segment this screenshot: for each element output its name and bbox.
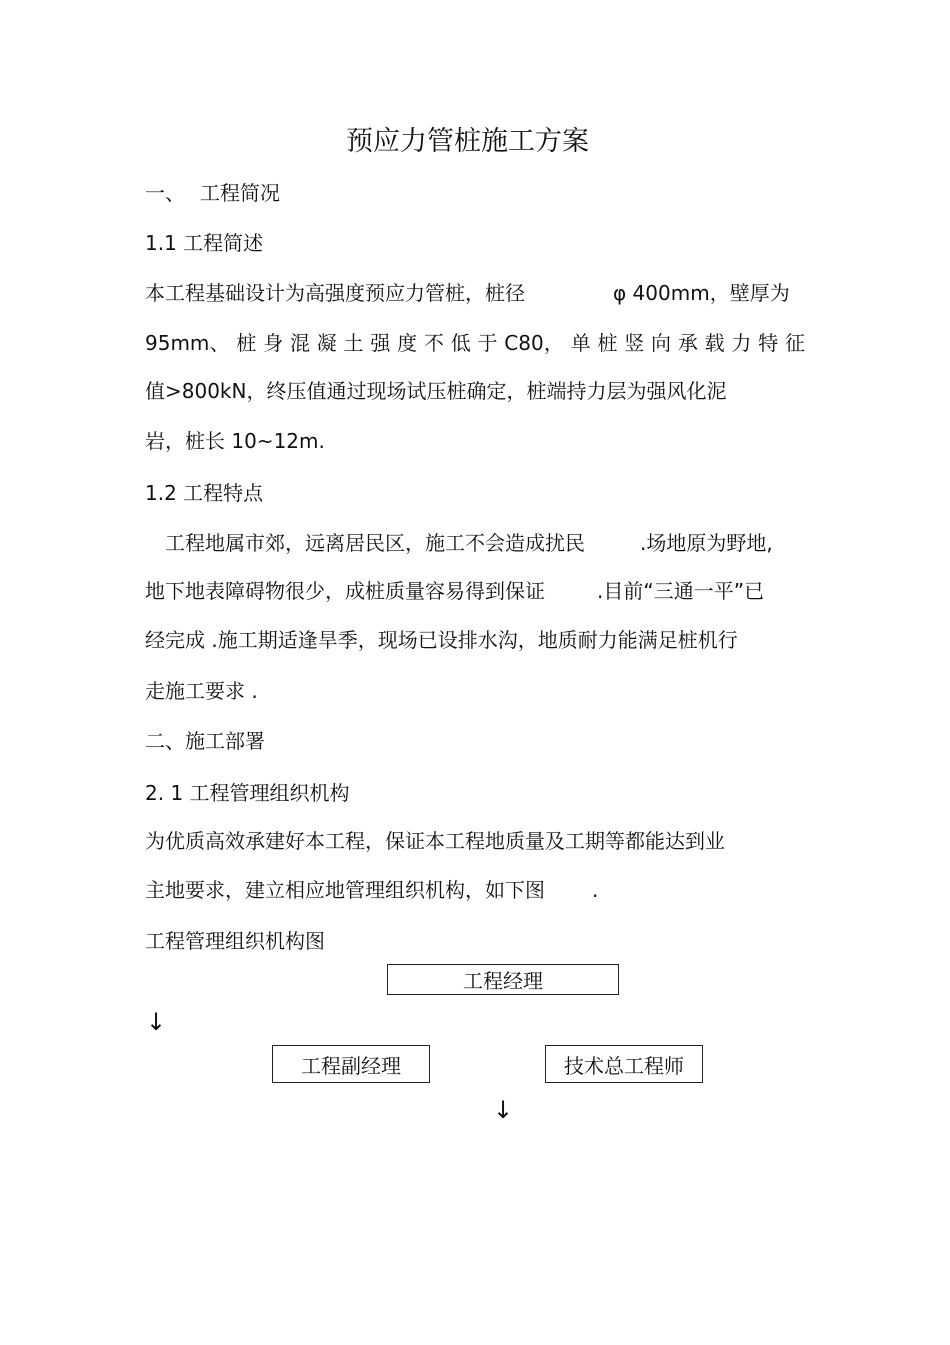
paragraph-line: .场地原为野地,: [640, 531, 773, 555]
down-arrow-icon: ↓: [493, 1096, 514, 1124]
subsection-1-2-heading: 1.2 工程特点: [145, 481, 264, 505]
paragraph-line: 95mm、 桩 身 混 凝 土 强 度 不 低 于 C80， 单 桩 竖 向 承 载 力 特 征: [145, 331, 805, 355]
paragraph-line: 主地要求，建立相应地管理组织机构，如下图: [145, 878, 545, 902]
paragraph-line: 本工程基础设计为高强度预应力管桩，桩径: [145, 281, 525, 305]
paragraph-line: .: [592, 878, 599, 902]
paragraph-line: 地下地表障碍物很少，成桩质量容易得到保证: [145, 579, 545, 603]
paragraph-line: 为优质高效承建好本工程，保证本工程地质量及工期等都能达到业: [145, 829, 725, 853]
paragraph-line: 经完成 .施工期适逢旱季，现场已设排水沟，地质耐力能满足桩机行: [145, 628, 738, 652]
paragraph-line: 工程地属市郊，远离居民区，施工不会造成扰民: [165, 531, 585, 555]
section2-heading: 二、施工部署: [145, 729, 265, 753]
paragraph-line: .目前“三通一平”已: [597, 579, 765, 603]
org-chart-caption: 工程管理组织机构图: [145, 929, 325, 953]
document-title: 预应力管桩施工方案: [346, 126, 589, 157]
section1-number: 一、: [145, 181, 185, 205]
org-box-chief-engineer: 技术总工程师: [545, 1045, 703, 1083]
paragraph-line: φ 400mm，壁厚为: [613, 281, 790, 305]
section1-heading: 工程简况: [200, 181, 280, 205]
paragraph-line: 岩，桩长 10~12m.: [145, 429, 325, 453]
down-arrow-icon: ↓: [146, 1008, 167, 1036]
paragraph-line: 走施工要求 .: [145, 679, 258, 703]
paragraph-line: 值>800kN，终压值通过现场试压桩确定，桩端持力层为强风化泥: [145, 379, 727, 403]
org-box-deputy-manager: 工程副经理: [272, 1045, 430, 1083]
subsection-1-1-heading: 1.1 工程简述: [145, 231, 264, 255]
subsection-2-1-heading: 2. 1 工程管理组织机构: [145, 781, 350, 805]
org-box-project-manager: 工程经理: [387, 964, 619, 995]
